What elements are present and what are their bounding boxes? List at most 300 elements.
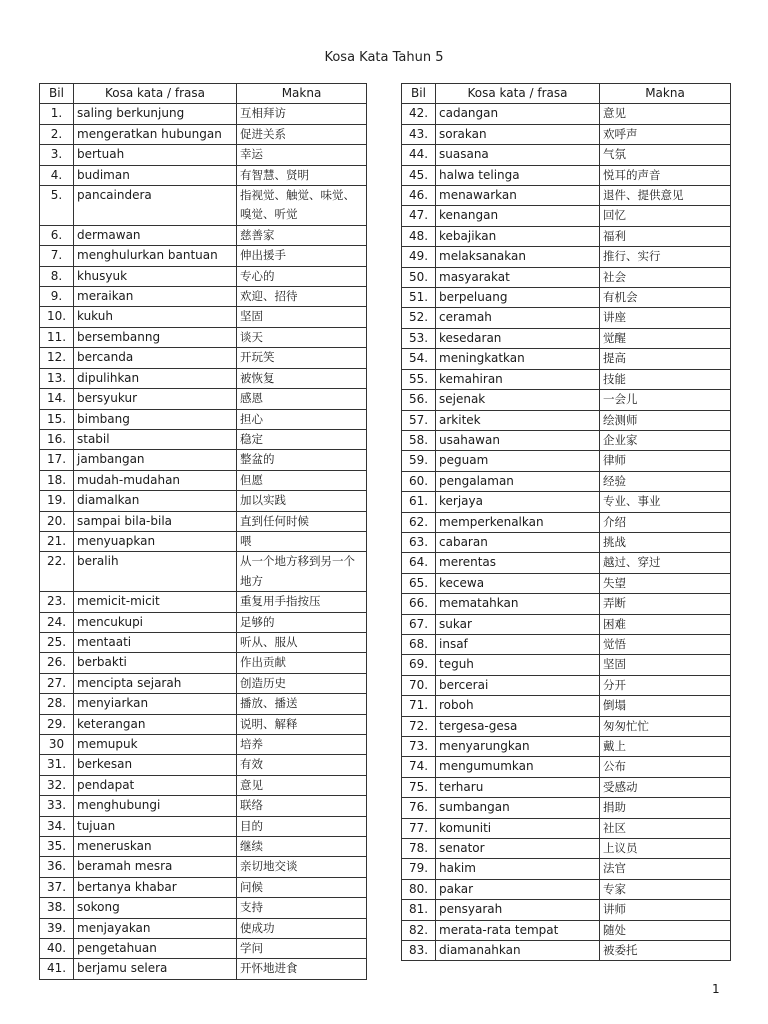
table-row <box>40 898 367 918</box>
table-row <box>40 959 367 979</box>
row-number: 46. <box>402 186 436 206</box>
vocab-word: bercanda <box>74 348 237 368</box>
vocab-meaning: 足够的 <box>237 612 367 632</box>
vocab-word: menyuapkan <box>74 531 237 551</box>
table-row <box>40 632 367 652</box>
vocab-table-left <box>39 83 367 980</box>
vocab-word: sokong <box>74 898 237 918</box>
table-row <box>40 816 367 836</box>
table-row <box>402 349 731 369</box>
table-header-row <box>402 84 731 104</box>
vocab-meaning: 一会儿 <box>600 390 731 410</box>
vocab-meaning: 开玩笑 <box>237 348 367 368</box>
vocab-meaning: 联络 <box>237 796 367 816</box>
vocab-meaning: 捐助 <box>600 798 731 818</box>
vocab-word: memperkenalkan <box>436 512 600 532</box>
table-row <box>402 390 731 410</box>
header-meaning: Makna <box>237 84 367 104</box>
vocab-meaning: 使成功 <box>237 918 367 938</box>
row-number: 10. <box>40 307 74 327</box>
table-row <box>402 879 731 899</box>
vocab-word: sorakan <box>436 124 600 144</box>
vocab-word: tergesa-gesa <box>436 716 600 736</box>
vocab-word: bersyukur <box>74 389 237 409</box>
vocab-meaning: 重复用手指按压 <box>237 592 367 612</box>
vocab-meaning: 目的 <box>237 816 367 836</box>
vocab-word: arkitek <box>436 410 600 430</box>
table-row <box>402 696 731 716</box>
row-number: 22. <box>40 552 74 592</box>
table-row <box>40 389 367 409</box>
vocab-meaning: 幸运 <box>237 145 367 165</box>
vocab-word: meningkatkan <box>436 349 600 369</box>
vocab-meaning: 说明、解释 <box>237 714 367 734</box>
vocab-word: kesedaran <box>436 328 600 348</box>
vocab-word: beralih <box>74 552 237 592</box>
row-number: 80. <box>402 879 436 899</box>
row-number: 40. <box>40 939 74 959</box>
row-number: 6. <box>40 225 74 245</box>
header-meaning: Makna <box>600 84 731 104</box>
table-row <box>40 246 367 266</box>
row-number: 45. <box>402 165 436 185</box>
table-row <box>402 471 731 491</box>
vocab-word: kenangan <box>436 206 600 226</box>
vocab-word: diamalkan <box>74 491 237 511</box>
table-row <box>402 634 731 654</box>
row-number: 30 <box>40 735 74 755</box>
row-number: 38. <box>40 898 74 918</box>
row-number: 79. <box>402 859 436 879</box>
row-number: 78. <box>402 839 436 859</box>
vocab-meaning: 开怀地进食 <box>237 959 367 979</box>
vocab-word: pakar <box>436 879 600 899</box>
table-row <box>40 225 367 245</box>
vocab-meaning: 促进关系 <box>237 124 367 144</box>
vocab-word: senator <box>436 839 600 859</box>
vocab-word: mengeratkan hubungan <box>74 124 237 144</box>
vocab-meaning: 觉醒 <box>600 328 731 348</box>
row-number: 61. <box>402 492 436 512</box>
vocab-meaning: 福利 <box>600 226 731 246</box>
vocab-meaning: 社区 <box>600 818 731 838</box>
vocab-word: menghulurkan bantuan <box>74 246 237 266</box>
vocab-meaning: 觉悟 <box>600 634 731 654</box>
row-number: 62. <box>402 512 436 532</box>
header-word: Kosa kata / frasa <box>74 84 237 104</box>
vocab-meaning: 倒塌 <box>600 696 731 716</box>
row-number: 41. <box>40 959 74 979</box>
vocab-meaning: 专心的 <box>237 266 367 286</box>
page-number: 1 <box>712 982 720 996</box>
table-row <box>402 941 731 961</box>
row-number: 51. <box>402 288 436 308</box>
row-number: 70. <box>402 675 436 695</box>
table-row <box>40 837 367 857</box>
vocab-word: meneruskan <box>74 837 237 857</box>
header-word: Kosa kata / frasa <box>436 84 600 104</box>
table-row <box>402 655 731 675</box>
vocab-meaning: 问候 <box>237 877 367 897</box>
table-row <box>40 287 367 307</box>
vocab-meaning: 分开 <box>600 675 731 695</box>
row-number: 82. <box>402 920 436 940</box>
vocab-meaning: 从一个地方移到另一个地方 <box>237 552 367 592</box>
row-number: 68. <box>402 634 436 654</box>
vocab-word: berkesan <box>74 755 237 775</box>
vocab-word: mematahkan <box>436 594 600 614</box>
vocab-meaning: 随处 <box>600 920 731 940</box>
row-number: 74. <box>402 757 436 777</box>
vocab-meaning: 介绍 <box>600 512 731 532</box>
table-row <box>402 920 731 940</box>
table-row <box>40 612 367 632</box>
table-row <box>40 186 367 226</box>
row-number: 21. <box>40 531 74 551</box>
vocab-word: berbakti <box>74 653 237 673</box>
vocab-meaning: 坚固 <box>600 655 731 675</box>
row-number: 66. <box>402 594 436 614</box>
vocab-meaning: 讲师 <box>600 900 731 920</box>
table-row <box>40 877 367 897</box>
vocab-word: pancaindera <box>74 186 237 226</box>
vocab-word: khusyuk <box>74 266 237 286</box>
vocab-word: stabil <box>74 429 237 449</box>
vocab-meaning: 匆匆忙忙 <box>600 716 731 736</box>
vocab-word: sampai bila-bila <box>74 511 237 531</box>
table-row <box>402 594 731 614</box>
table-row <box>40 796 367 816</box>
vocab-meaning: 谈天 <box>237 327 367 347</box>
page-title: Kosa Kata Tahun 5 <box>324 50 444 65</box>
vocab-word: pengalaman <box>436 471 600 491</box>
vocab-meaning: 讲座 <box>600 308 731 328</box>
vocab-word: bercerai <box>436 675 600 695</box>
table-row <box>40 714 367 734</box>
row-number: 49. <box>402 247 436 267</box>
table-row <box>402 573 731 593</box>
header-bil: Bil <box>40 84 74 104</box>
table-row <box>40 552 367 592</box>
vocab-meaning: 经验 <box>600 471 731 491</box>
vocab-meaning: 悦耳的声音 <box>600 165 731 185</box>
vocab-meaning: 专业、事业 <box>600 492 731 512</box>
vocab-word: diamanahkan <box>436 941 600 961</box>
vocab-word: bimbang <box>74 409 237 429</box>
vocab-word: budiman <box>74 165 237 185</box>
vocab-word: roboh <box>436 696 600 716</box>
vocab-word: peguam <box>436 451 600 471</box>
vocab-word: berjamu selera <box>74 959 237 979</box>
vocab-meaning: 坚固 <box>237 307 367 327</box>
table-row <box>40 673 367 693</box>
table-row <box>402 328 731 348</box>
row-number: 7. <box>40 246 74 266</box>
row-number: 17. <box>40 450 74 470</box>
table-row <box>402 818 731 838</box>
vocab-meaning: 有机会 <box>600 288 731 308</box>
vocab-meaning: 有智慧、贤明 <box>237 165 367 185</box>
table-row <box>402 900 731 920</box>
table-row <box>402 532 731 552</box>
table-row <box>402 226 731 246</box>
row-number: 47. <box>402 206 436 226</box>
vocab-meaning: 受感动 <box>600 777 731 797</box>
vocab-word: jambangan <box>74 450 237 470</box>
vocab-meaning: 被委托 <box>600 941 731 961</box>
row-number: 42. <box>402 104 436 124</box>
vocab-word: kukuh <box>74 307 237 327</box>
vocab-meaning: 气氛 <box>600 145 731 165</box>
table-row <box>402 165 731 185</box>
table-row <box>40 327 367 347</box>
row-number: 64. <box>402 553 436 573</box>
vocab-table-right <box>401 83 731 961</box>
row-number: 83. <box>402 941 436 961</box>
row-number: 63. <box>402 532 436 552</box>
vocab-word: terharu <box>436 777 600 797</box>
table-row <box>402 369 731 389</box>
vocab-word: beramah mesra <box>74 857 237 877</box>
row-number: 15. <box>40 409 74 429</box>
row-number: 1. <box>40 104 74 124</box>
vocab-word: menjayakan <box>74 918 237 938</box>
vocab-word: berpeluang <box>436 288 600 308</box>
table-row <box>40 939 367 959</box>
vocab-meaning: 互相拜访 <box>237 104 367 124</box>
vocab-meaning: 专家 <box>600 879 731 899</box>
table-row <box>40 470 367 490</box>
table-row <box>402 757 731 777</box>
vocab-word: saling berkunjung <box>74 104 237 124</box>
table-row <box>402 104 731 124</box>
vocab-word: suasana <box>436 145 600 165</box>
vocab-word: bertanya khabar <box>74 877 237 897</box>
row-number: 39. <box>40 918 74 938</box>
vocab-meaning: 挑战 <box>600 532 731 552</box>
vocab-word: dermawan <box>74 225 237 245</box>
vocab-word: dipulihkan <box>74 368 237 388</box>
vocab-word: merentas <box>436 553 600 573</box>
table-row <box>40 348 367 368</box>
vocab-meaning: 退件、提供意见 <box>600 186 731 206</box>
table-row <box>402 124 731 144</box>
row-number: 50. <box>402 267 436 287</box>
vocab-meaning: 培养 <box>237 735 367 755</box>
table-row <box>402 716 731 736</box>
vocab-word: ceramah <box>436 308 600 328</box>
vocab-meaning: 社会 <box>600 267 731 287</box>
row-number: 52. <box>402 308 436 328</box>
vocab-meaning: 加以实践 <box>237 491 367 511</box>
vocab-meaning: 直到任何时候 <box>237 511 367 531</box>
row-number: 11. <box>40 327 74 347</box>
vocab-word: menyiarkan <box>74 694 237 714</box>
vocab-word: merata-rata tempat <box>436 920 600 940</box>
table-row <box>402 186 731 206</box>
vocab-meaning: 稳定 <box>237 429 367 449</box>
vocab-word: memupuk <box>74 735 237 755</box>
row-number: 24. <box>40 612 74 632</box>
vocab-meaning: 但愿 <box>237 470 367 490</box>
vocab-word: teguh <box>436 655 600 675</box>
row-number: 77. <box>402 818 436 838</box>
vocab-meaning: 提高 <box>600 349 731 369</box>
vocab-word: mentaati <box>74 632 237 652</box>
table-row <box>402 675 731 695</box>
row-number: 59. <box>402 451 436 471</box>
table-row <box>402 798 731 818</box>
vocab-meaning: 感恩 <box>237 389 367 409</box>
vocab-word: menghubungi <box>74 796 237 816</box>
row-number: 14. <box>40 389 74 409</box>
vocab-meaning: 伸出援手 <box>237 246 367 266</box>
table-row <box>40 368 367 388</box>
vocab-word: masyarakat <box>436 267 600 287</box>
row-number: 72. <box>402 716 436 736</box>
row-number: 12. <box>40 348 74 368</box>
row-number: 23. <box>40 592 74 612</box>
row-number: 25. <box>40 632 74 652</box>
vocab-meaning: 喂 <box>237 531 367 551</box>
vocab-meaning: 法官 <box>600 859 731 879</box>
row-number: 57. <box>402 410 436 430</box>
row-number: 58. <box>402 430 436 450</box>
vocab-meaning: 律师 <box>600 451 731 471</box>
table-row <box>40 409 367 429</box>
row-number: 9. <box>40 287 74 307</box>
vocab-meaning: 被恢复 <box>237 368 367 388</box>
row-number: 81. <box>402 900 436 920</box>
vocab-word: memicit-micit <box>74 592 237 612</box>
header-bil: Bil <box>402 84 436 104</box>
vocab-word: usahawan <box>436 430 600 450</box>
table-row <box>402 145 731 165</box>
row-number: 18. <box>40 470 74 490</box>
vocab-word: pengetahuan <box>74 939 237 959</box>
table-row <box>40 755 367 775</box>
vocab-word: keterangan <box>74 714 237 734</box>
row-number: 19. <box>40 491 74 511</box>
row-number: 69. <box>402 655 436 675</box>
vocab-meaning: 困难 <box>600 614 731 634</box>
vocab-meaning: 听从、服从 <box>237 632 367 652</box>
vocab-word: meraikan <box>74 287 237 307</box>
row-number: 5. <box>40 186 74 226</box>
vocab-word: pensyarah <box>436 900 600 920</box>
vocab-word: sumbangan <box>436 798 600 818</box>
table-row <box>40 592 367 612</box>
vocab-meaning: 技能 <box>600 369 731 389</box>
vocab-word: mengumumkan <box>436 757 600 777</box>
row-number: 54. <box>402 349 436 369</box>
vocab-word: mudah-mudahan <box>74 470 237 490</box>
table-row <box>40 918 367 938</box>
row-number: 67. <box>402 614 436 634</box>
table-row <box>40 266 367 286</box>
vocab-meaning: 支持 <box>237 898 367 918</box>
table-row <box>40 531 367 551</box>
table-row <box>402 267 731 287</box>
vocab-word: kebajikan <box>436 226 600 246</box>
row-number: 65. <box>402 573 436 593</box>
vocab-word: halwa telinga <box>436 165 600 185</box>
vocab-meaning: 担心 <box>237 409 367 429</box>
table-row <box>40 124 367 144</box>
row-number: 2. <box>40 124 74 144</box>
vocab-meaning: 继续 <box>237 837 367 857</box>
row-number: 31. <box>40 755 74 775</box>
vocab-meaning: 欢迎、招待 <box>237 287 367 307</box>
row-number: 16. <box>40 429 74 449</box>
vocab-meaning: 回忆 <box>600 206 731 226</box>
vocab-meaning: 绘测师 <box>600 410 731 430</box>
row-number: 73. <box>402 737 436 757</box>
vocab-meaning: 上议员 <box>600 839 731 859</box>
row-number: 44. <box>402 145 436 165</box>
vocab-meaning: 弄断 <box>600 594 731 614</box>
table-row <box>402 430 731 450</box>
table-row <box>40 775 367 795</box>
vocab-word: kerjaya <box>436 492 600 512</box>
table-row <box>402 777 731 797</box>
vocab-meaning: 学问 <box>237 939 367 959</box>
row-number: 20. <box>40 511 74 531</box>
table-row <box>402 839 731 859</box>
vocab-meaning: 欢呼声 <box>600 124 731 144</box>
table-row <box>402 288 731 308</box>
vocab-meaning: 指视觉、触觉、味觉、嗅觉、听觉 <box>237 186 367 226</box>
vocab-word: bersembanng <box>74 327 237 347</box>
row-number: 34. <box>40 816 74 836</box>
vocab-word: sukar <box>436 614 600 634</box>
vocab-meaning: 亲切地交谈 <box>237 857 367 877</box>
vocab-word: hakim <box>436 859 600 879</box>
table-row <box>40 450 367 470</box>
vocab-word: melaksanakan <box>436 247 600 267</box>
vocab-meaning: 有效 <box>237 755 367 775</box>
vocab-word: sejenak <box>436 390 600 410</box>
table-row <box>40 104 367 124</box>
table-row <box>402 451 731 471</box>
row-number: 13. <box>40 368 74 388</box>
table-row <box>402 492 731 512</box>
vocab-meaning: 意见 <box>237 775 367 795</box>
table-header-row <box>40 84 367 104</box>
vocab-meaning: 越过、穿过 <box>600 553 731 573</box>
vocab-word: insaf <box>436 634 600 654</box>
row-number: 27. <box>40 673 74 693</box>
row-number: 53. <box>402 328 436 348</box>
row-number: 33. <box>40 796 74 816</box>
row-number: 4. <box>40 165 74 185</box>
vocab-meaning: 意见 <box>600 104 731 124</box>
row-number: 75. <box>402 777 436 797</box>
vocab-word: kecewa <box>436 573 600 593</box>
row-number: 43. <box>402 124 436 144</box>
row-number: 35. <box>40 837 74 857</box>
row-number: 36. <box>40 857 74 877</box>
vocab-meaning: 作出贡献 <box>237 653 367 673</box>
row-number: 28. <box>40 694 74 714</box>
row-number: 37. <box>40 877 74 897</box>
table-row <box>402 553 731 573</box>
vocab-meaning: 企业家 <box>600 430 731 450</box>
table-row <box>402 410 731 430</box>
vocab-meaning: 播放、播送 <box>237 694 367 714</box>
table-row <box>402 308 731 328</box>
table-row <box>40 857 367 877</box>
